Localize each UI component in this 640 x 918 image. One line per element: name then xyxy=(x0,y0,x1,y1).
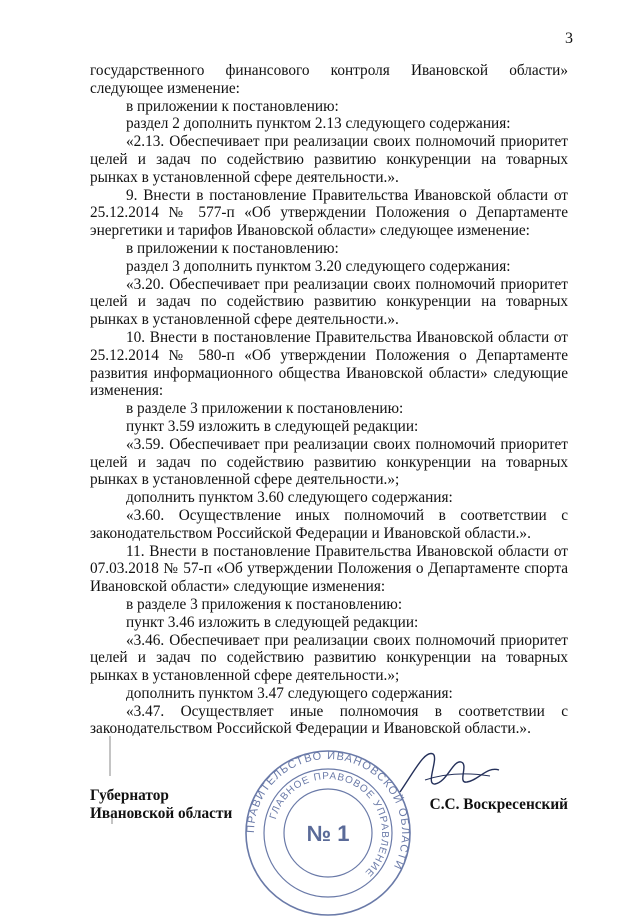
document-body xyxy=(90,62,568,738)
paragraph: 11. Внести в постановление Правительства Ивановской области от 07.03.2018 № 57-п «Об утверждении Положения о Департаменте спорта Ивановской области» следующие изменения: xyxy=(90,542,568,596)
paragraph: «3.46. Обеспечивает при реализации своих полномочий приоритет целей и задач по содействию развитию конкуренции на товарных рынках в установленной сфере деятельности.»; xyxy=(90,631,568,685)
signer-name: С.С. Воскресенский xyxy=(429,796,568,813)
paragraph: в разделе 3 приложении к постановлению: xyxy=(126,400,404,418)
paragraph: раздел 3 дополнить пунктом 3.20 следующего содержания: xyxy=(126,257,511,275)
paragraph: «3.47. Осуществляет иные полномочия в соответствии с законодательством Российской Федерации и Ивановской области.». xyxy=(90,702,568,738)
paragraph: в приложении к постановлению: xyxy=(126,97,339,115)
stamp-center-text: № 1 xyxy=(306,821,350,846)
paragraph: дополнить пунктом 3.47 следующего содержания: xyxy=(126,684,453,702)
paragraph: «3.60. Осуществление иных полномочий в соответствии с законодательством Российской Федерации и Ивановской области.». xyxy=(90,506,568,542)
paragraph: 9. Внести в постановление Правительства Ивановской области от 25.12.2014 № 577-п «Об утверждении Положения о Департаменте энергетики и тарифов Ивановской области» следующее изменение: xyxy=(90,186,568,240)
paragraph: пункт 3.59 изложить в следующей редакции: xyxy=(126,417,419,435)
paragraph: «3.20. Обеспечивает при реализации своих полномочий приоритет целей и задач по содействию развитию конкуренции на товарных рынках в установленной сфере деятельности.». xyxy=(90,275,568,329)
paragraph: дополнить пунктом 3.60 следующего содержания: xyxy=(126,489,453,507)
paragraph: «2.13. Обеспечивает при реализации своих полномочий приоритет целей и задач по содействию развитию конкуренции на товарных рынках в установленной сфере деятельности.». xyxy=(90,133,568,186)
signer-position xyxy=(90,787,232,823)
signature-block xyxy=(90,787,568,847)
paragraph: в приложении к постановлению: xyxy=(126,239,339,257)
stamp-outer-text: ПРАВИТЕЛЬСТВО ИВАНОВСКОЙ ОБЛАСТИ xyxy=(244,749,412,872)
signer-position-line1: Губернатор xyxy=(90,787,169,804)
stamp-inner-text: ГЛАВНОЕ ПРАВОВОЕ УПРАВЛЕНИЕ xyxy=(267,770,391,879)
paragraph: 10. Внести в постановление Правительства Ивановской области от 25.12.2014 № 580-п «Об утверждении Положения о Департаменте развития информационного общества Ивановской области» следующие изменения: xyxy=(90,328,568,400)
paragraph: пункт 3.46 изложить в следующей редакции: xyxy=(126,613,419,631)
paragraph: государственного финансового контроля Ивановской области» следующее изменение: xyxy=(90,62,568,97)
paragraph: «3.59. Обеспечивает при реализации своих полномочий приоритет целей и задач по содействию развитию конкуренции на товарных рынках в установленной сфере деятельности.»; xyxy=(90,435,568,489)
signer-position-line2: Ивановской области xyxy=(90,805,233,822)
paragraph: раздел 2 дополнить пунктом 2.13 следующего содержания: xyxy=(126,115,511,133)
paragraph: в разделе 3 приложения к постановлению: xyxy=(126,595,403,613)
page-number: 3 xyxy=(565,30,573,47)
